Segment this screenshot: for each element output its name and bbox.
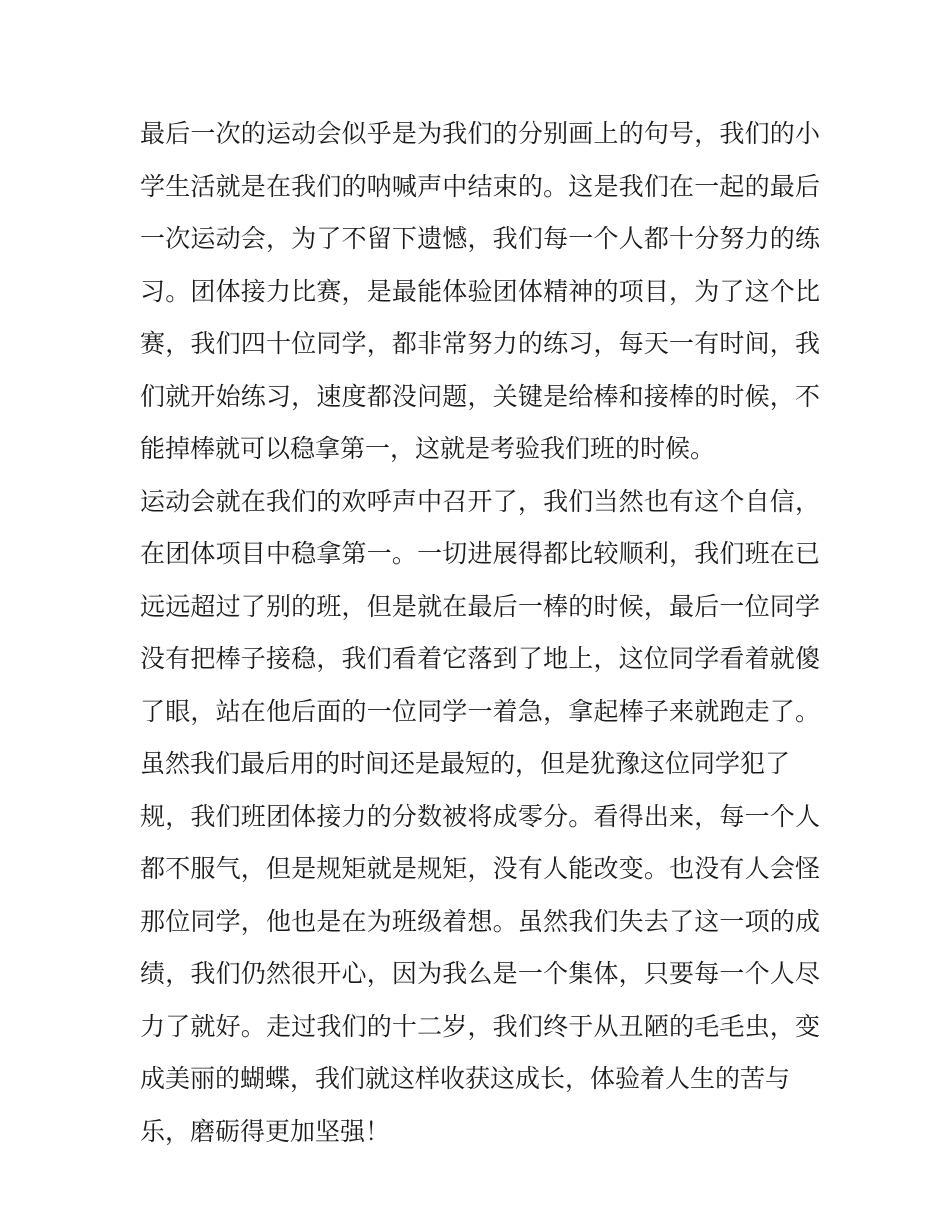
text-line: 学生活就是在我们的呐喊声中结束的。这是我们在一起的最后 <box>140 171 820 201</box>
text-line: 能掉棒就可以稳拿第一，这就是考验我们班的时候。 <box>140 434 716 463</box>
text-line: 习。团体接力比赛，是最能体验团体精神的项目，为了这个比 <box>140 276 820 306</box>
text-line: 绩，我们仍然很开心，因为我么是一个集体，只要每一个人尽 <box>140 959 820 988</box>
text-line: 虽然我们最后用的时间还是最短的，但是犹豫这位同学犯了 <box>140 749 791 778</box>
essay-body <box>140 108 820 1158</box>
text-line: 乐，磨砺得更加坚强！ <box>140 1116 391 1146</box>
text-line: 赛，我们四十位同学，都非常努力的练习，每天一有时间，我 <box>140 329 820 358</box>
text-line: 那位同学，他也是在为班级着想。虽然我们失去了这一项的成 <box>140 906 820 936</box>
text-line: 运动会就在我们的欢呼声中召开了，我们当然也有这个自信， <box>140 486 820 516</box>
text-line: 在团体项目中稳拿第一。一切进展得都比较顺利，我们班在已 <box>140 539 820 568</box>
text-line: 规，我们班团体接力的分数被将成零分。看得出来，每一个人 <box>140 801 820 831</box>
text-line: 远远超过了别的班，但是就在最后一棒的时候，最后一位同学 <box>140 591 820 621</box>
text-line: 最后一次的运动会似乎是为我们的分别画上的句号，我们的小 <box>140 119 820 148</box>
text-line: 们就开始练习，速度都没问题，关键是给棒和接棒的时候，不 <box>140 381 820 411</box>
text-line: 都不服气，但是规矩就是规矩，没有人能改变。也没有人会怪 <box>140 854 820 883</box>
text-line: 没有把棒子接稳，我们看着它落到了地上，这位同学看着就傻 <box>140 644 820 673</box>
text-line: 力了就好。走过我们的十二岁，我们终于从丑陋的毛毛虫，变 <box>140 1011 820 1041</box>
text-line: 成美丽的蝴蝶，我们就这样收获这成长，体验着人生的苦与 <box>140 1064 791 1093</box>
text-line: 了眼，站在他后面的一位同学一着急，拿起棒子来就跑走了。 <box>140 696 820 726</box>
text-line: 一次运动会，为了不留下遗憾，我们每一个人都十分努力的练 <box>140 224 820 253</box>
